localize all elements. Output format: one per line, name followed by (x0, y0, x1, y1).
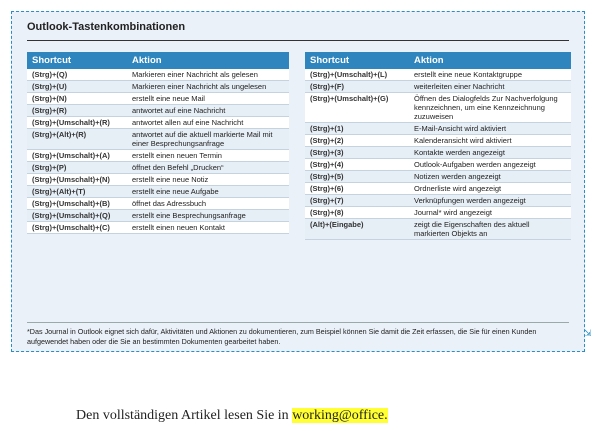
shortcut-key: (Strg)+(Umschalt)+(Q) (27, 210, 127, 222)
table-row (27, 150, 289, 162)
shortcut-action: öffnet den Befehl „Drucken“ (127, 162, 289, 174)
table-row (27, 129, 289, 150)
shortcut-action: weiterleiten einer Nachricht (409, 81, 571, 93)
shortcut-action: erstellt eine neue Notiz (127, 174, 289, 186)
table-row (305, 183, 571, 195)
table-row (27, 210, 289, 222)
shortcut-action: Markieren einer Nachricht als gelesen (127, 69, 289, 81)
shortcut-action: Ordnerliste wird angezeigt (409, 183, 571, 195)
table-row (305, 135, 571, 147)
shortcut-key: (Strg)+(Q) (27, 69, 127, 81)
table-row (305, 147, 571, 159)
shortcut-action: erstellt einen neuen Termin (127, 150, 289, 162)
shortcut-key: (Strg)+(Umschalt)+(G) (305, 93, 409, 123)
shortcut-key: (Strg)+(Umschalt)+(R) (27, 117, 127, 129)
table-row (305, 159, 571, 171)
column-header-shortcut: Shortcut (27, 52, 127, 69)
article-reference-text: Den vollständigen Artikel lesen Sie in (76, 408, 293, 423)
shortcut-key: (Strg)+(3) (305, 147, 409, 159)
journal-footnote: *Das Journal in Outlook eignet sich dafür, Aktivitäten und Aktionen zu dokumentieren, zum Beispiel können Sie damit die Zeit erfassen, die Sie für einen Kunden aufgewendet haben oder die Sie an bestimmten Dokumenten gearbeitet haben. (27, 322, 569, 346)
shortcut-action: Kontakte werden angezeigt (409, 147, 571, 159)
shortcut-action: Journal* wird angezeigt (409, 207, 571, 219)
table-row (305, 123, 571, 135)
shortcut-action: erstellt eine neue Kontaktgruppe (409, 69, 571, 81)
table-row (27, 222, 289, 234)
shortcut-key: (Strg)+(2) (305, 135, 409, 147)
shortcut-action: erstellt eine neue Mail (127, 93, 289, 105)
shortcut-key: (Strg)+(1) (305, 123, 409, 135)
table-row (27, 93, 289, 105)
shortcut-key: (Strg)+(N) (27, 93, 127, 105)
shortcut-key: (Strg)+(7) (305, 195, 409, 207)
title-divider (27, 40, 569, 41)
table-row (305, 69, 571, 81)
table-row (305, 93, 571, 123)
shortcut-infobox (11, 11, 585, 352)
shortcut-action: erstellt einen neuen Kontakt (127, 222, 289, 234)
shortcut-key: (Strg)+(Umschalt)+(L) (305, 69, 409, 81)
shortcut-key: (Strg)+(4) (305, 159, 409, 171)
shortcut-action: Notizen werden angezeigt (409, 171, 571, 183)
table-row (305, 219, 571, 240)
shortcut-key: (Strg)+(Umschalt)+(N) (27, 174, 127, 186)
shortcut-action: Verknüpfungen werden angezeigt (409, 195, 571, 207)
shortcut-action: antwortet allen auf eine Nachricht (127, 117, 289, 129)
shortcut-rows-left (27, 69, 289, 234)
column-header-action: Aktion (127, 52, 289, 69)
shortcut-action: Kalenderansicht wird aktiviert (409, 135, 571, 147)
shortcut-action: antwortet auf eine Nachricht (127, 105, 289, 117)
shortcut-key: (Strg)+(U) (27, 81, 127, 93)
shortcut-action: erstellt eine Besprechungsanfrage (127, 210, 289, 222)
shortcut-table-left (27, 52, 289, 234)
column-header-shortcut: Shortcut (305, 52, 409, 69)
shortcut-key: (Strg)+(5) (305, 171, 409, 183)
shortcut-action: Öffnen des Dialogfelds Zur Nachverfolgung kennzeichnen, um eine Kennzeichnung zuzuweisen (409, 93, 571, 123)
table-row (305, 81, 571, 93)
table-row (305, 195, 571, 207)
shortcut-action: erstellt eine neue Aufgabe (127, 186, 289, 198)
shortcut-key: (Strg)+(Alt)+(R) (27, 129, 127, 150)
table-row (27, 117, 289, 129)
shortcut-key: (Strg)+(F) (305, 81, 409, 93)
shortcut-key: (Strg)+(Umschalt)+(C) (27, 222, 127, 234)
shortcut-table-right (305, 52, 571, 240)
infobox-title: Outlook-Tastenkombinationen (27, 21, 186, 33)
shortcut-key: (Strg)+(Alt)+(T) (27, 186, 127, 198)
shortcut-key: (Strg)+(Umschalt)+(A) (27, 150, 127, 162)
table-row (27, 162, 289, 174)
table-row (305, 207, 571, 219)
shortcut-key: (Strg)+(P) (27, 162, 127, 174)
shortcut-action: Markieren einer Nachricht als ungelesen (127, 81, 289, 93)
article-reference (76, 408, 388, 424)
table-row (27, 174, 289, 186)
shortcut-key: (Alt)+(Eingabe) (305, 219, 409, 240)
shortcut-key: (Strg)+(6) (305, 183, 409, 195)
table-row (27, 186, 289, 198)
shortcut-key: (Strg)+(8) (305, 207, 409, 219)
resize-handle-icon[interactable]: ⇲ (584, 328, 592, 338)
shortcut-action: öffnet das Adressbuch (127, 198, 289, 210)
table-row (27, 198, 289, 210)
working-office-link[interactable]: working@office. (292, 408, 388, 423)
table-row (305, 171, 571, 183)
shortcut-action: Outlook-Aufgaben werden angezeigt (409, 159, 571, 171)
shortcut-action: zeigt die Eigenschaften des aktuell markierten Objekts an (409, 219, 571, 240)
shortcut-key: (Strg)+(Umschalt)+(B) (27, 198, 127, 210)
table-row (27, 81, 289, 93)
table-row (27, 105, 289, 117)
shortcut-key: (Strg)+(R) (27, 105, 127, 117)
shortcut-action: E-Mail-Ansicht wird aktiviert (409, 123, 571, 135)
table-row (27, 69, 289, 81)
column-header-action: Aktion (409, 52, 571, 69)
shortcut-rows-right (305, 69, 571, 240)
shortcut-action: antwortet auf die aktuell markierte Mail mit einer Besprechungsanfrage (127, 129, 289, 150)
